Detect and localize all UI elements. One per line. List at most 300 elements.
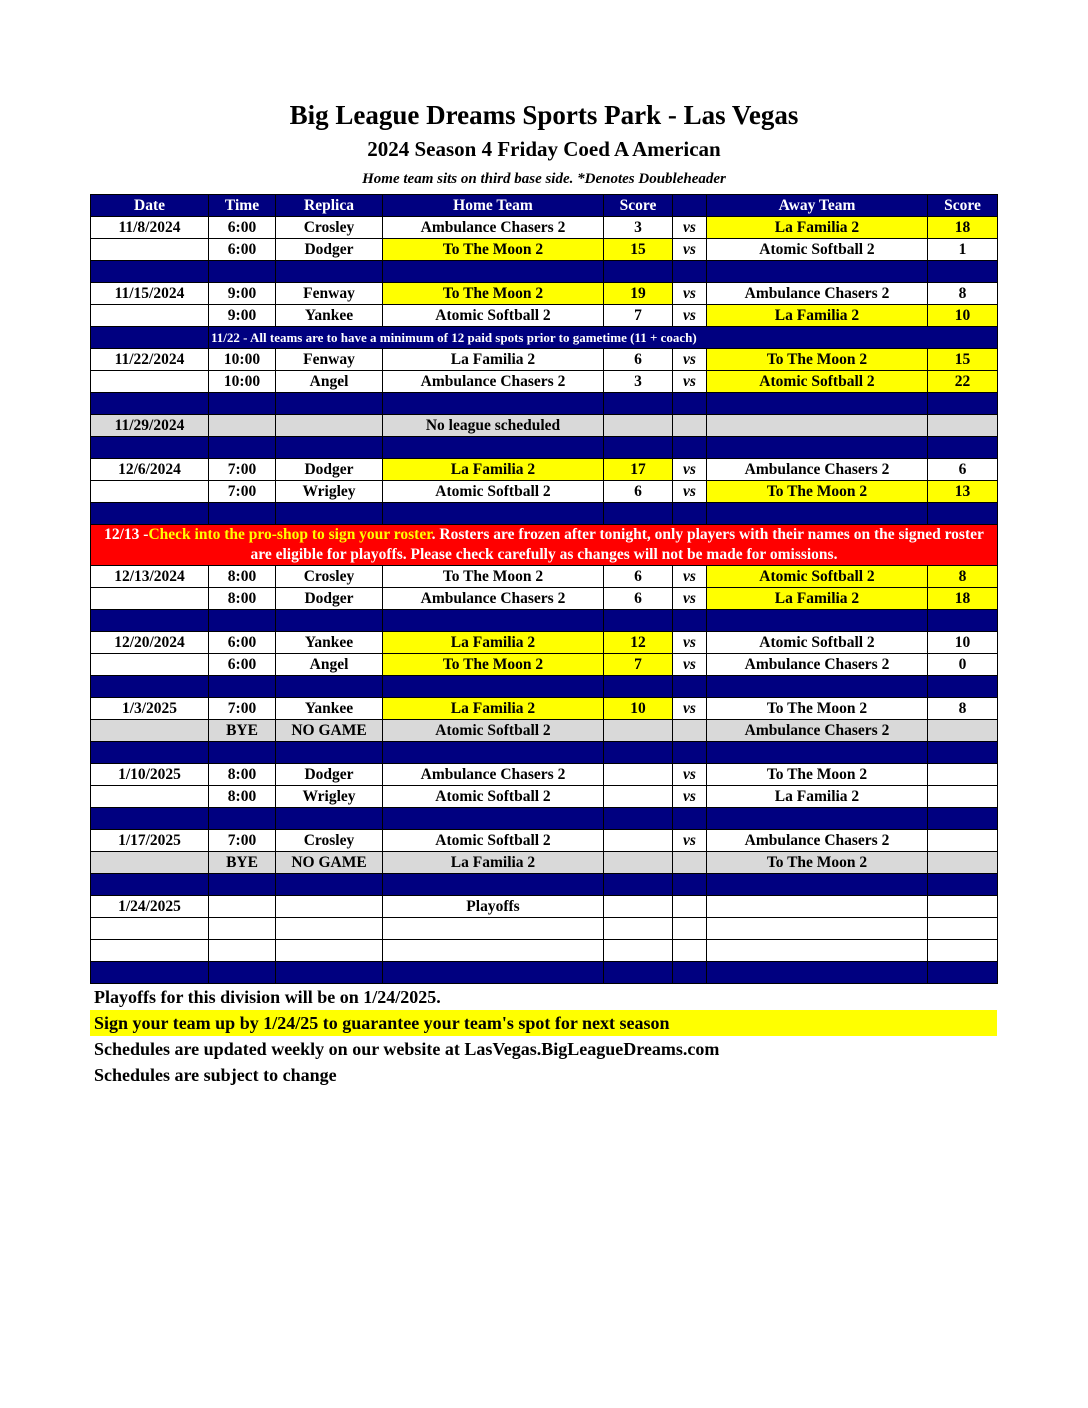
time-cell: 6:00 — [209, 654, 276, 676]
time-cell — [209, 940, 276, 962]
separator-cell — [91, 610, 209, 632]
notice-spacer — [91, 327, 209, 349]
vs-cell: vs — [673, 371, 707, 393]
separator-row — [91, 808, 998, 830]
game-row — [91, 217, 998, 239]
home-score-cell: 6 — [604, 588, 673, 610]
game-row — [91, 371, 998, 393]
away-team-cell: Atomic Softball 2 — [707, 566, 928, 588]
separator-cell — [673, 503, 707, 525]
alert-cell — [91, 525, 998, 566]
home-score-cell — [604, 764, 673, 786]
separator-cell — [707, 261, 928, 283]
away-score-cell — [928, 830, 998, 852]
time-cell: 9:00 — [209, 305, 276, 327]
home-score-cell — [604, 415, 673, 437]
home-team-cell: Atomic Softball 2 — [383, 830, 604, 852]
separator-cell — [91, 742, 209, 764]
date-cell — [91, 239, 209, 261]
away-team-cell: Atomic Softball 2 — [707, 371, 928, 393]
away-score-cell: 18 — [928, 217, 998, 239]
time-cell: 8:00 — [209, 566, 276, 588]
date-cell — [91, 371, 209, 393]
away-score-cell — [928, 918, 998, 940]
date-cell — [91, 654, 209, 676]
time-cell: 6:00 — [209, 632, 276, 654]
home-team-cell: Atomic Softball 2 — [383, 786, 604, 808]
signup-note: Sign your team up by 1/24/25 to guarantee your team's spot for next season — [90, 1010, 997, 1036]
field-cell: Crosley — [276, 217, 383, 239]
time-cell: 10:00 — [209, 349, 276, 371]
column-header — [673, 195, 707, 217]
separator-cell — [276, 874, 383, 896]
date-cell: 11/29/2024 — [91, 415, 209, 437]
field-cell: Yankee — [276, 305, 383, 327]
separator-cell — [604, 676, 673, 698]
header-row — [91, 195, 998, 217]
away-team-cell: La Familia 2 — [707, 305, 928, 327]
time-cell: 6:00 — [209, 217, 276, 239]
away-team-cell: To The Moon 2 — [707, 481, 928, 503]
separator-cell — [707, 742, 928, 764]
page-subtitle: 2024 Season 4 Friday Coed A American — [367, 137, 721, 161]
bye-row — [91, 720, 998, 742]
date-cell — [91, 852, 209, 874]
vs-cell — [673, 940, 707, 962]
field-cell: Angel — [276, 371, 383, 393]
home-team-cell: To The Moon 2 — [383, 283, 604, 305]
game-row — [91, 305, 998, 327]
away-team-cell: To The Moon 2 — [707, 698, 928, 720]
away-score-cell — [928, 764, 998, 786]
column-header: Replica — [276, 195, 383, 217]
separator-cell — [276, 610, 383, 632]
separator-cell — [209, 437, 276, 459]
home-score-cell — [604, 896, 673, 918]
field-cell: Dodger — [276, 239, 383, 261]
time-cell: 7:00 — [209, 481, 276, 503]
away-score-cell: 8 — [928, 566, 998, 588]
separator-cell — [276, 503, 383, 525]
separator-cell — [383, 261, 604, 283]
vs-cell: vs — [673, 830, 707, 852]
separator-cell — [604, 808, 673, 830]
separator-cell — [209, 808, 276, 830]
separator-cell — [673, 874, 707, 896]
separator-row — [91, 742, 998, 764]
game-row — [91, 940, 998, 962]
separator-cell — [276, 676, 383, 698]
separator-cell — [604, 503, 673, 525]
vs-cell: vs — [673, 349, 707, 371]
home-team-cell: To The Moon 2 — [383, 239, 604, 261]
column-header: Score — [604, 195, 673, 217]
home-score-cell: 6 — [604, 481, 673, 503]
field-cell: Fenway — [276, 349, 383, 371]
separator-cell — [928, 874, 998, 896]
field-cell — [276, 940, 383, 962]
game-row — [91, 830, 998, 852]
date-cell — [91, 481, 209, 503]
home-score-cell: 15 — [604, 239, 673, 261]
field-cell — [276, 896, 383, 918]
away-team-cell: La Familia 2 — [707, 786, 928, 808]
away-team-cell — [707, 896, 928, 918]
home-team-cell: La Familia 2 — [383, 632, 604, 654]
field-cell: Yankee — [276, 698, 383, 720]
away-score-cell — [928, 940, 998, 962]
away-team-cell: La Familia 2 — [707, 588, 928, 610]
separator-cell — [673, 393, 707, 415]
field-cell: Fenway — [276, 283, 383, 305]
game-row — [91, 349, 998, 371]
website-note: Schedules are updated weekly on our website at LasVegas.BigLeagueDreams.com — [94, 1039, 720, 1059]
home-team-cell: To The Moon 2 — [383, 566, 604, 588]
game-row — [91, 239, 998, 261]
home-score-cell — [604, 852, 673, 874]
away-score-cell: 13 — [928, 481, 998, 503]
date-cell — [91, 940, 209, 962]
game-row — [91, 698, 998, 720]
separator-cell — [707, 874, 928, 896]
time-cell — [209, 896, 276, 918]
game-row — [91, 283, 998, 305]
change-note: Schedules are subject to change — [94, 1065, 337, 1085]
separator-cell — [707, 962, 928, 984]
separator-row — [91, 393, 998, 415]
time-cell: 6:00 — [209, 239, 276, 261]
separator-cell — [91, 503, 209, 525]
separator-row — [91, 962, 998, 984]
home-team-cell: Playoffs — [383, 896, 604, 918]
vs-cell — [673, 415, 707, 437]
separator-cell — [928, 610, 998, 632]
home-score-cell: 3 — [604, 217, 673, 239]
time-cell: 7:00 — [209, 830, 276, 852]
separator-cell — [276, 261, 383, 283]
home-team-cell: Atomic Softball 2 — [383, 305, 604, 327]
separator-row — [91, 676, 998, 698]
time-cell — [209, 415, 276, 437]
home-score-cell: 6 — [604, 566, 673, 588]
playoffs-note: Playoffs for this division will be on 1/24/2025. — [94, 987, 441, 1007]
date-cell — [91, 786, 209, 808]
away-team-cell: La Familia 2 — [707, 217, 928, 239]
time-cell: 7:00 — [209, 698, 276, 720]
separator-cell — [209, 610, 276, 632]
bye-row — [91, 852, 998, 874]
separator-row — [91, 610, 998, 632]
game-row — [91, 918, 998, 940]
date-cell: 11/8/2024 — [91, 217, 209, 239]
separator-cell — [673, 676, 707, 698]
separator-cell — [209, 676, 276, 698]
date-cell: 1/10/2025 — [91, 764, 209, 786]
separator-cell — [673, 437, 707, 459]
separator-cell — [604, 393, 673, 415]
away-team-cell: To The Moon 2 — [707, 852, 928, 874]
separator-cell — [91, 808, 209, 830]
field-cell: Crosley — [276, 830, 383, 852]
schedule-note: Home team sits on third base side. *Denotes Doubleheader — [362, 171, 726, 187]
home-team-cell: Ambulance Chasers 2 — [383, 764, 604, 786]
home-score-cell — [604, 720, 673, 742]
separator-cell — [673, 742, 707, 764]
vs-cell: vs — [673, 459, 707, 481]
home-team-cell: To The Moon 2 — [383, 654, 604, 676]
away-score-cell: 0 — [928, 654, 998, 676]
home-team-cell: La Familia 2 — [383, 459, 604, 481]
away-score-cell — [928, 786, 998, 808]
separator-cell — [707, 676, 928, 698]
vs-cell: vs — [673, 283, 707, 305]
separator-cell — [604, 261, 673, 283]
separator-cell — [604, 437, 673, 459]
field-cell: Angel — [276, 654, 383, 676]
separator-cell — [91, 874, 209, 896]
home-score-cell: 7 — [604, 654, 673, 676]
separator-row — [91, 503, 998, 525]
separator-cell — [276, 437, 383, 459]
home-team-cell: Atomic Softball 2 — [383, 720, 604, 742]
home-team-cell: No league scheduled — [383, 415, 604, 437]
vs-cell — [673, 852, 707, 874]
date-cell — [91, 588, 209, 610]
home-score-cell — [604, 786, 673, 808]
time-cell: BYE — [209, 720, 276, 742]
separator-cell — [276, 808, 383, 830]
bye-row — [91, 415, 998, 437]
separator-cell — [383, 437, 604, 459]
separator-cell — [276, 393, 383, 415]
alert-prefix: 12/13 - — [104, 526, 149, 543]
field-cell: Wrigley — [276, 481, 383, 503]
away-score-cell — [928, 896, 998, 918]
field-cell — [276, 918, 383, 940]
column-header: Home Team — [383, 195, 604, 217]
vs-cell: vs — [673, 566, 707, 588]
separator-cell — [928, 393, 998, 415]
notice-row — [91, 327, 998, 349]
time-cell: 10:00 — [209, 371, 276, 393]
separator-cell — [91, 393, 209, 415]
column-header: Score — [928, 195, 998, 217]
separator-cell — [383, 610, 604, 632]
home-team-cell: La Familia 2 — [383, 349, 604, 371]
home-score-cell: 17 — [604, 459, 673, 481]
separator-row — [91, 437, 998, 459]
separator-cell — [673, 962, 707, 984]
date-cell: 11/15/2024 — [91, 283, 209, 305]
away-score-cell: 15 — [928, 349, 998, 371]
home-team-cell: La Familia 2 — [383, 852, 604, 874]
home-score-cell: 6 — [604, 349, 673, 371]
home-score-cell: 7 — [604, 305, 673, 327]
time-cell: 7:00 — [209, 459, 276, 481]
page-title: Big League Dreams Sports Park - Las Vegas — [289, 100, 799, 130]
separator-cell — [383, 393, 604, 415]
separator-cell — [707, 437, 928, 459]
field-cell: NO GAME — [276, 852, 383, 874]
vs-cell: vs — [673, 588, 707, 610]
separator-cell — [276, 962, 383, 984]
home-score-cell — [604, 940, 673, 962]
separator-cell — [604, 962, 673, 984]
away-team-cell: To The Moon 2 — [707, 764, 928, 786]
separator-cell — [383, 742, 604, 764]
away-score-cell: 6 — [928, 459, 998, 481]
away-team-cell — [707, 415, 928, 437]
separator-cell — [707, 610, 928, 632]
column-header: Away Team — [707, 195, 928, 217]
separator-cell — [209, 393, 276, 415]
vs-cell — [673, 720, 707, 742]
home-score-cell: 12 — [604, 632, 673, 654]
away-score-cell: 10 — [928, 632, 998, 654]
separator-cell — [383, 503, 604, 525]
home-team-cell: Ambulance Chasers 2 — [383, 371, 604, 393]
home-team-cell: Atomic Softball 2 — [383, 481, 604, 503]
vs-cell: vs — [673, 305, 707, 327]
separator-row — [91, 874, 998, 896]
separator-cell — [928, 808, 998, 830]
date-cell: 1/24/2025 — [91, 896, 209, 918]
date-cell: 12/6/2024 — [91, 459, 209, 481]
away-team-cell: Ambulance Chasers 2 — [707, 283, 928, 305]
separator-cell — [928, 962, 998, 984]
field-cell: NO GAME — [276, 720, 383, 742]
time-cell: 9:00 — [209, 283, 276, 305]
game-row — [91, 896, 998, 918]
time-cell: 8:00 — [209, 588, 276, 610]
separator-cell — [928, 742, 998, 764]
column-header: Date — [91, 195, 209, 217]
away-team-cell: To The Moon 2 — [707, 349, 928, 371]
away-team-cell: Ambulance Chasers 2 — [707, 459, 928, 481]
separator-cell — [707, 393, 928, 415]
vs-cell: vs — [673, 786, 707, 808]
separator-cell — [383, 808, 604, 830]
game-row — [91, 654, 998, 676]
notice-text: 11/22 - All teams are to have a minimum of 12 paid spots prior to gametime (11 + coach) — [209, 327, 998, 349]
separator-cell — [928, 676, 998, 698]
vs-cell: vs — [673, 217, 707, 239]
home-team-cell — [383, 918, 604, 940]
separator-cell — [209, 503, 276, 525]
home-score-cell: 19 — [604, 283, 673, 305]
separator-cell — [91, 437, 209, 459]
separator-cell — [91, 676, 209, 698]
away-score-cell: 22 — [928, 371, 998, 393]
away-score-cell — [928, 852, 998, 874]
vs-cell — [673, 918, 707, 940]
time-cell — [209, 918, 276, 940]
separator-cell — [276, 742, 383, 764]
away-team-cell — [707, 940, 928, 962]
vs-cell: vs — [673, 632, 707, 654]
separator-cell — [209, 261, 276, 283]
vs-cell: vs — [673, 764, 707, 786]
field-cell: Dodger — [276, 588, 383, 610]
vs-cell: vs — [673, 654, 707, 676]
away-score-cell — [928, 415, 998, 437]
game-row — [91, 588, 998, 610]
game-row — [91, 764, 998, 786]
away-score-cell: 8 — [928, 698, 998, 720]
time-cell: 8:00 — [209, 764, 276, 786]
vs-cell: vs — [673, 698, 707, 720]
date-cell — [91, 305, 209, 327]
alert-highlight: Check into the pro-shop to sign your roster — [148, 526, 432, 543]
home-score-cell — [604, 830, 673, 852]
date-cell: 12/13/2024 — [91, 566, 209, 588]
separator-cell — [604, 610, 673, 632]
away-team-cell — [707, 918, 928, 940]
separator-cell — [928, 261, 998, 283]
schedule-table — [90, 194, 998, 984]
away-score-cell — [928, 720, 998, 742]
game-row — [91, 459, 998, 481]
field-cell: Dodger — [276, 764, 383, 786]
game-row — [91, 632, 998, 654]
separator-cell — [383, 874, 604, 896]
vs-cell: vs — [673, 239, 707, 261]
home-team-cell: La Familia 2 — [383, 698, 604, 720]
alert-row — [91, 525, 998, 566]
separator-cell — [209, 962, 276, 984]
separator-cell — [707, 808, 928, 830]
game-row — [91, 481, 998, 503]
away-team-cell: Ambulance Chasers 2 — [707, 830, 928, 852]
date-cell — [91, 720, 209, 742]
home-score-cell: 10 — [604, 698, 673, 720]
away-team-cell: Atomic Softball 2 — [707, 239, 928, 261]
time-cell: BYE — [209, 852, 276, 874]
date-cell — [91, 918, 209, 940]
separator-cell — [383, 676, 604, 698]
home-score-cell — [604, 918, 673, 940]
away-score-cell: 10 — [928, 305, 998, 327]
away-team-cell: Ambulance Chasers 2 — [707, 720, 928, 742]
separator-cell — [928, 503, 998, 525]
separator-cell — [91, 962, 209, 984]
separator-cell — [673, 610, 707, 632]
field-cell: Wrigley — [276, 786, 383, 808]
field-cell — [276, 415, 383, 437]
date-cell: 1/17/2025 — [91, 830, 209, 852]
separator-cell — [383, 962, 604, 984]
separator-cell — [604, 874, 673, 896]
home-team-cell — [383, 940, 604, 962]
column-header: Time — [209, 195, 276, 217]
vs-cell — [673, 896, 707, 918]
field-cell: Dodger — [276, 459, 383, 481]
home-team-cell: Ambulance Chasers 2 — [383, 588, 604, 610]
separator-cell — [209, 742, 276, 764]
separator-cell — [928, 437, 998, 459]
separator-row — [91, 261, 998, 283]
separator-cell — [673, 808, 707, 830]
home-score-cell: 3 — [604, 371, 673, 393]
separator-cell — [209, 874, 276, 896]
date-cell: 12/20/2024 — [91, 632, 209, 654]
field-cell: Yankee — [276, 632, 383, 654]
field-cell: Crosley — [276, 566, 383, 588]
date-cell: 1/3/2025 — [91, 698, 209, 720]
date-cell: 11/22/2024 — [91, 349, 209, 371]
away-team-cell: Ambulance Chasers 2 — [707, 654, 928, 676]
home-team-cell: Ambulance Chasers 2 — [383, 217, 604, 239]
